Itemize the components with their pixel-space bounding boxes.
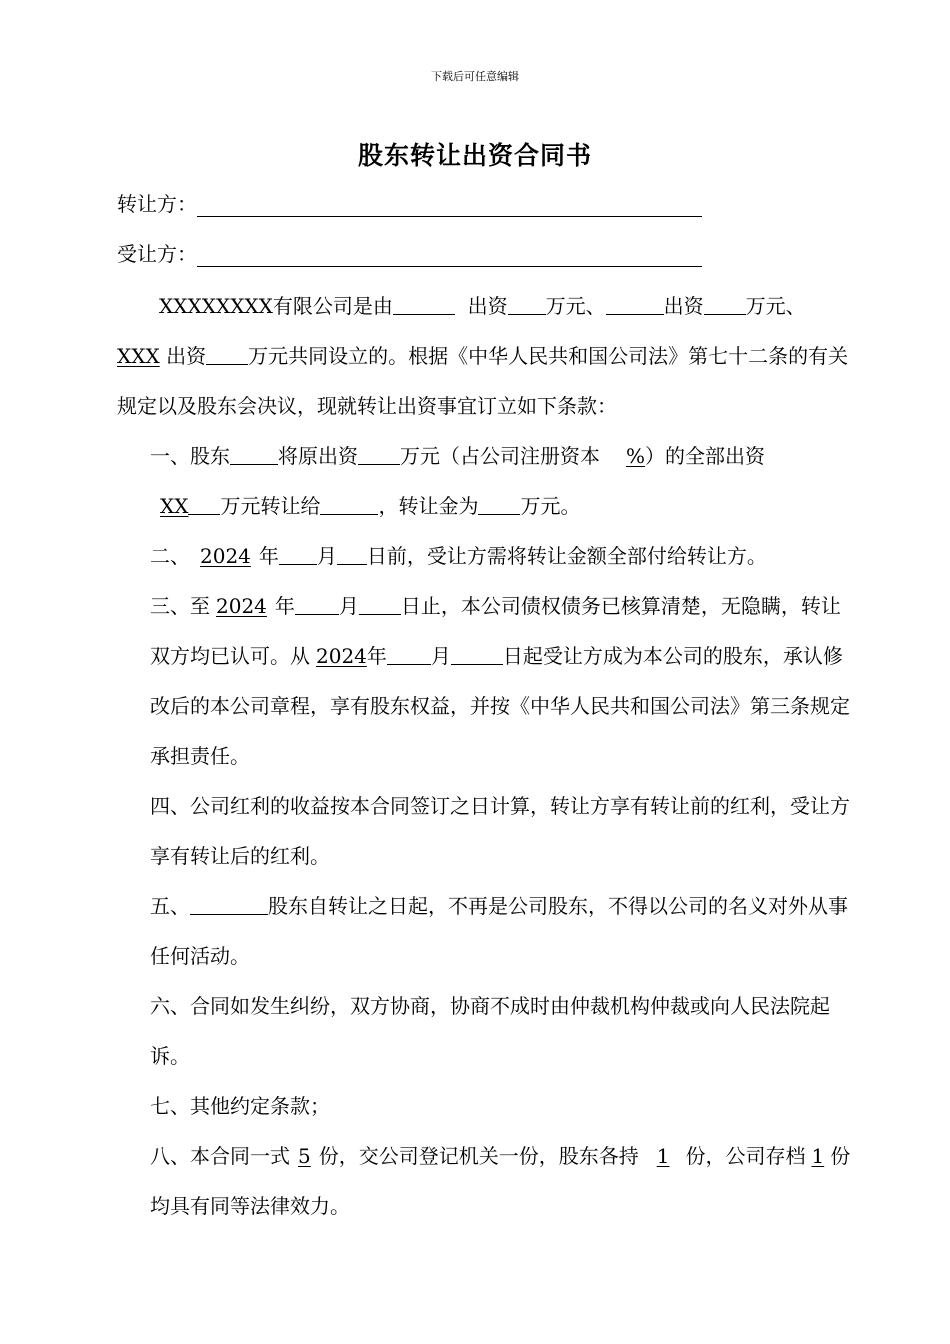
copies-each-field: 1 <box>656 1144 670 1168</box>
blank <box>478 494 520 515</box>
archive-copies-field: 1 <box>811 1144 825 1168</box>
intro-paragraph: XXXXXXXX有限公司是由 出资 万元、 出资 万元、XXX 出资 万元共同设立的。根据《中华人民共和国公司法》第七十二条的有关规定以及股东会决议，现就转让出资事宜订立如下条款： <box>117 294 849 418</box>
year-field: 2024 <box>316 644 367 668</box>
blank <box>295 594 339 615</box>
blank <box>206 344 248 365</box>
transfer-amount: XX <box>160 494 189 518</box>
blank <box>279 544 317 565</box>
transferee-label: 受让方： <box>117 242 197 266</box>
clause-7: 七、其他约定条款； <box>150 1094 330 1118</box>
transferor-blank <box>197 194 702 217</box>
blank <box>508 294 546 315</box>
transferor-row <box>117 188 702 217</box>
transferee-blank <box>197 244 702 267</box>
blank <box>387 644 431 665</box>
contract-body <box>117 281 857 1231</box>
blank <box>393 294 455 315</box>
blank <box>359 594 401 615</box>
year-field: 2024 <box>216 594 267 618</box>
clause-2: 二、 2024 年 月 日前，受让方需将转让金额全部付给转让方。 <box>150 544 767 568</box>
blank <box>704 294 746 315</box>
clause-1: 一、股东 将原出资 万元（占公司注册资本 %）的全部出资 XX 万元转让给 ，转让金为 万元。 <box>150 444 766 518</box>
clause-8: 八、本合同一式 5 份，交公司登记机关一份，股东各持 1 份，公司存档 1 份均具有同等法律效力。 <box>150 1144 851 1218</box>
clause-6: 六、合同如发生纠纷，双方协商，协商不成时由仲裁机构仲裁或向人民法院起诉。 <box>150 994 830 1068</box>
blank <box>451 644 503 665</box>
blank <box>337 544 367 565</box>
transferor-label: 转让方： <box>117 192 197 216</box>
clause-4: 四、公司红利的收益按本合同签订之日计算，转让方享有转让前的红利，受让方享有转让后的红利。 <box>150 794 850 868</box>
clause-3: 三、至 2024 年 月 日止，本公司债权债务已核算清楚，无隐瞒，转让双方均已认可。从 2024年 月 日起受让方成为本公司的股东，承认修改后的本公司章程，享有股东权益，并按《中华人民共和国公司法》第三条规定承担责任。 <box>150 594 850 768</box>
clause-5: 五、 股东自转让之日起，不再是公司股东，不得以公司的名义对外从事任何活动。 <box>150 894 848 968</box>
blank <box>190 894 268 915</box>
blank <box>320 494 378 515</box>
transferee-row <box>117 238 702 267</box>
copies-field: 5 <box>298 1144 311 1168</box>
blank <box>606 294 664 315</box>
document-title: 股东转让出资合同书 <box>357 141 592 170</box>
blank <box>188 494 220 515</box>
blank <box>230 444 278 465</box>
year-field: 2024 <box>200 544 251 568</box>
shareholder-name: XXX <box>117 344 160 368</box>
header-note: 下载后可任意编辑 <box>431 70 519 83</box>
blank <box>358 444 400 465</box>
percent-field: % <box>626 444 646 468</box>
